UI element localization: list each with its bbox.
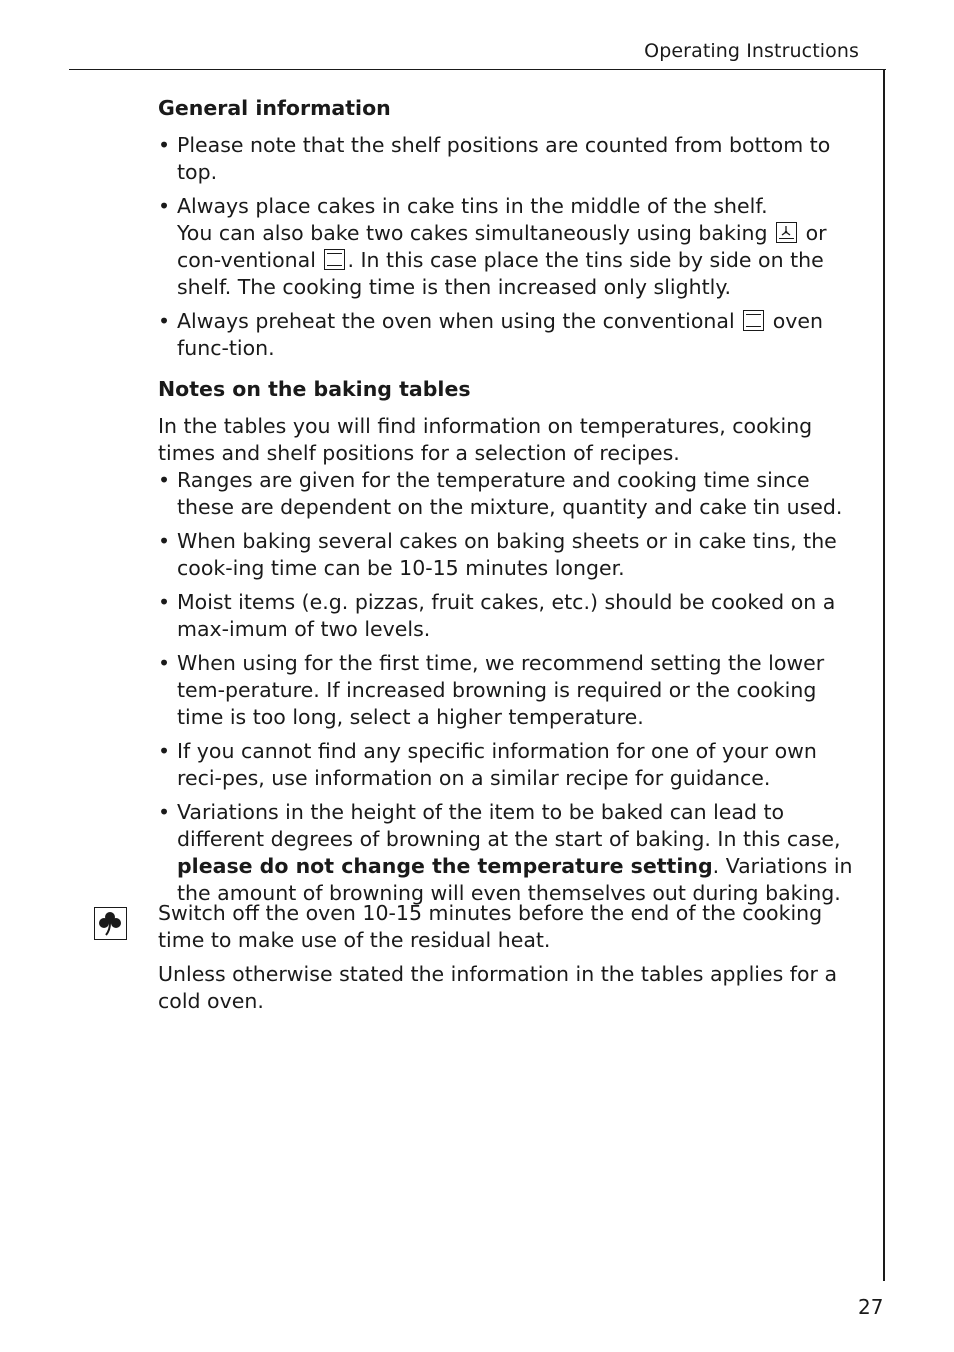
- general-information-list: [158, 132, 860, 362]
- item-text: Moist items (e.g. pizzas, fruit cakes, etc.) should be cooked on a max-imum of two levels.: [177, 590, 836, 641]
- item-text: . In this case place the tins side by side on the shelf. The cooking time is then increased only slightly.: [177, 248, 824, 299]
- conventional-function-icon: [743, 310, 764, 331]
- item-text: If you cannot find any specific information for one of your own reci-pes, use information on a similar recipe for guidance.: [177, 739, 817, 790]
- list-item: [158, 193, 860, 301]
- item-text: Always place cakes in cake tins in the middle of the shelf.: [177, 194, 768, 218]
- item-emphasis: please do not change the temperature setting: [177, 854, 713, 878]
- list-item: [158, 132, 860, 186]
- baking-tables-notes-heading: Notes on the baking tables: [158, 377, 471, 401]
- tip-text: Switch off the oven 10-15 minutes before the end of the cooking time to make use of the residual heat.: [158, 901, 823, 952]
- clover-tip-icon: [94, 907, 127, 940]
- item-text: oven func-tion.: [177, 309, 823, 360]
- tip-section: [158, 900, 860, 1022]
- item-text: Please note that the shelf positions are counted from bottom to top.: [177, 133, 831, 184]
- notes-intro: In the tables you will find information on temperatures, cooking times and shelf positions for a selection of recipes.: [158, 414, 813, 465]
- item-text: Ranges are given for the temperature and cooking time since these are dependent on the mixture, quantity and cake tin used.: [177, 468, 843, 519]
- list-item: [158, 308, 860, 362]
- item-text: Always preheat the oven when using the conventional: [177, 309, 742, 333]
- baking-function-icon: [776, 222, 797, 243]
- list-item: [158, 467, 860, 521]
- header-title: Operating Instructions: [644, 40, 859, 62]
- main-content: [158, 95, 860, 914]
- conventional-function-icon: [324, 249, 345, 270]
- list-item: [158, 799, 860, 907]
- general-information-section: [158, 95, 860, 362]
- item-text: When baking several cakes on baking sheets or in cake tins, the cook-ing time can be 10-15 minutes longer.: [177, 529, 837, 580]
- item-text: When using for the first time, we recommend setting the lower tem-perature. If increased browning is required or the cooking time is too long, select a higher temperature.: [177, 651, 825, 729]
- tip-text: Unless otherwise stated the information in the tables applies for a cold oven.: [158, 962, 838, 1013]
- general-information-heading: General information: [158, 96, 391, 120]
- item-text: You can also bake two cakes simultaneously using baking: [177, 221, 775, 245]
- header-rule: [69, 69, 886, 70]
- list-item: [158, 589, 860, 643]
- page-number: 27: [858, 1295, 884, 1319]
- list-item: [158, 650, 860, 731]
- margin-rule: [883, 69, 885, 1281]
- baking-tables-notes-section: [158, 376, 860, 907]
- item-text: or con-ventional: [177, 221, 827, 272]
- item-text: . Variations in the amount of browning will even themselves out during baking.: [177, 854, 853, 905]
- item-text: Variations in the height of the item to be baked can lead to different degrees of browning at the start of baking. In this case,: [177, 800, 841, 851]
- list-item: [158, 528, 860, 582]
- list-item: [158, 738, 860, 792]
- notes-list: [158, 467, 860, 907]
